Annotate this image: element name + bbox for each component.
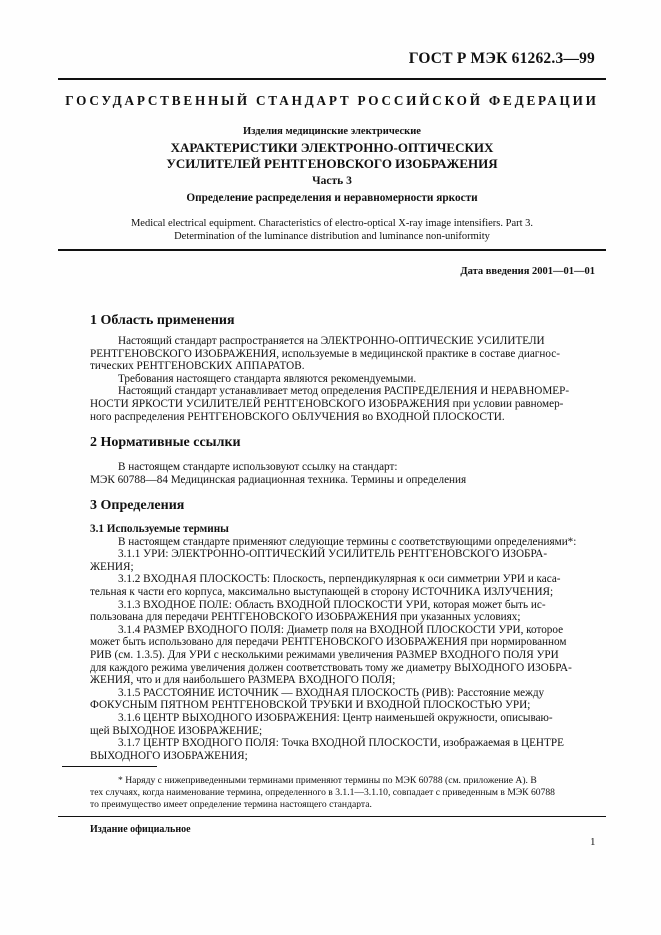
standard-code: ГОСТ Р МЭК 61262.3—99 [408,50,595,67]
state-standard-title: ГОСУДАРСТВЕННЫЙ СТАНДАРТ РОССИЙСКОЙ ФЕДЕРАЦИИ [65,93,599,108]
text-line: Настоящий стандарт устанавливает метод определения РАСПРЕДЕЛЕНИЯ И НЕРАВНОМЕР- [118,385,570,398]
english-title [58,217,606,243]
text-line: Требования настоящего стандарта являются рекомендуемыми. [118,372,417,385]
text-line: 3.1.2 ВХОДНАЯ ПЛОСКОСТЬ: Плоскость, перпендикулярная к оси симметрии УРИ и каса- [118,573,561,586]
page-number: 1 [590,836,596,848]
title-line-1: ХАРАКТЕРИСТИКИ ЭЛЕКТРОННО-ОПТИЧЕСКИХ [170,140,494,155]
text-line: МЭК 60788—84 Медицинская радиационная техника. Термины и определения [90,473,467,486]
text-line: В настоящем стандарте использовуют ссылку на стандарт: [118,461,398,473]
title-line-2: УСИЛИТЕЛЕЙ РЕНТГЕНОВСКОГО ИЗОБРАЖЕНИЯ [166,156,498,171]
header-rule [58,78,606,80]
document-subtitle: Определение распределения и неравномерности яркости [186,192,478,204]
bottom-rule [58,816,606,817]
footnote-line: * Наряду с нижеприведенными терминами применяют термины по МЭК 60788 (см. приложение А). В [118,775,537,786]
text-line: тических РЕНТГЕНОВСКИХ АППАРАТОВ. [90,360,305,373]
footnote [90,775,595,811]
official-edition-label: Издание официальное [90,824,191,835]
text-line: 3.1.3 ВХОДНОЕ ПОЛЕ: Область ВХОДНОЙ ПЛОСКОСТИ УРИ, которая может быть ис- [118,598,546,611]
text-line: тельная к части его корпуса, максимально выступающей в сторону ИСТОЧНИКА ИЗЛУЧЕНИЯ; [90,585,554,598]
section-3-heading: 3 Определения [90,498,185,513]
english-title-line-1: Medical electrical equipment. Characteristics of electro-optical X-ray image intensifiers. Part 3. [130,218,534,229]
product-category: Изделия медицинские электрические [243,126,421,137]
section-2-body [90,461,595,486]
text-line: В настоящем стандарте применяют следующие термины с соответствующими определениями*: [118,535,577,548]
text-line: ЖЕНИЯ, что и для наибольшего РАЗМЕРА ВХОДНОГО ПОЛЯ; [90,674,396,687]
document-title [58,140,606,172]
text-line: для каждого режима увеличения должен соответствовать тому же диаметру ВЫХОДНОГО ИЗОБРА- [90,661,572,674]
footnote-line: тех случаях, когда наименование термина, определенного в 3.1.1—3.1.10, совпадает с приведенным в МЭК 60788 [90,787,555,798]
title-rule [58,249,606,251]
text-line: 3.1.5 РАССТОЯНИЕ ИСТОЧНИК — ВХОДНАЯ ПЛОСКОСТЬ (РИВ): Расстояние между [118,686,545,699]
part-label: Часть 3 [312,175,352,187]
text-line: ЖЕНИЯ; [90,560,134,573]
section-2-heading: 2 Нормативные ссылки [90,435,241,450]
text-line: НОСТИ ЯРКОСТИ УСИЛИТЕЛЕЙ РЕНТГЕНОВСКОГО ИЗОБРАЖЕНИЯ при условии равномер- [90,397,564,410]
subsection-heading: 3.1 Используемые термины [90,523,229,535]
text-line: может быть использовано для передачи РЕНТГЕНОВСКОГО ИЗОБРАЖЕНИЯ при нормированном [90,636,567,649]
text-line: 3.1.1 УРИ: ЭЛЕКТРОННО-ОПТИЧЕСКИЙ УСИЛИТЕЛЬ РЕНТГЕНОВСКОГО ИЗОБРА- [118,548,548,561]
text-line: ВЫХОДНОГО ИЗОБРАЖЕНИЯ; [90,749,248,762]
text-line: пользована для передачи РЕНТГЕНОВСКОГО ИЗОБРАЖЕНИЯ при указанных условиях; [90,611,521,624]
text-line: 3.1.4 РАЗМЕР ВХОДНОГО ПОЛЯ: Диаметр поля на ВХОДНОЙ ПЛОСКОСТИ УРИ, которое [118,623,564,636]
section-3-body [90,523,595,762]
section-1-heading: 1 Область применения [90,313,235,328]
text-line: 3.1.7 ЦЕНТР ВХОДНОГО ПОЛЯ: Точка ВХОДНОЙ ПЛОСКОСТИ, изображаемая в ЦЕНТРЕ [118,737,564,750]
text-line: РИВ (см. 1.3.5). Для УРИ с несколькими режимами увеличения РАЗМЕР ВХОДНОГО ПОЛЯ УРИ [90,648,559,661]
section-1-body [90,335,595,423]
text-line: 3.1.6 ЦЕНТР ВЫХОДНОГО ИЗОБРАЖЕНИЯ: Центр наименьшей окружности, описываю- [118,711,553,724]
text-line: ФОКУСНЫМ ПЯТНОМ РЕНТГЕНОВСКОЙ ТРУБКИ И ВХОДНОЙ ПЛОСКОСТЬЮ УРИ; [90,699,531,712]
text-line: РЕНТГЕНОВСКОГО ИЗОБРАЖЕНИЯ, используемые в медицинской практике в составе диагнос- [90,347,560,360]
footnote-line: то преимущество имеет определение термина настоящего стандарта. [90,799,372,810]
english-title-line-2: Determination of the luminance distribution and luminance non-uniformity [174,231,490,242]
text-line: щей ВЫХОДНОЕ ИЗОБРАЖЕНИЕ; [90,724,263,737]
introduction-date: Дата введения 2001—01—01 [460,266,595,277]
text-line: ного распределения РЕНТГЕНОВСКОГО ОБЛУЧЕНИЯ во ВХОДНОЙ ПЛОСКОСТИ. [90,410,505,423]
text-line: Настоящий стандарт распространяется на ЭЛЕКТРОННО-ОПТИЧЕСКИЕ УСИЛИТЕЛИ [118,335,545,347]
footnote-rule [62,766,157,767]
